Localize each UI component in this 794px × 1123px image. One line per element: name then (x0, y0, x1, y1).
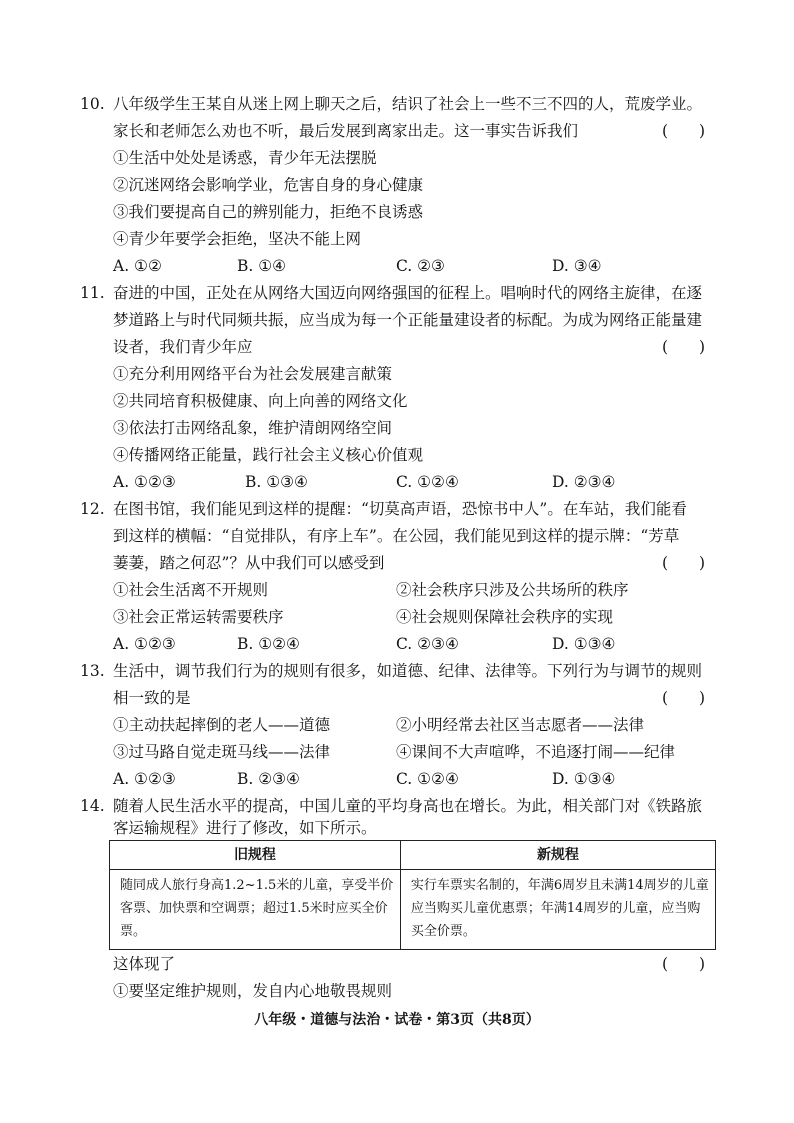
answer-blank: ( ) (662, 689, 706, 707)
answer-blank: ( ) (662, 122, 706, 140)
option-d: D. ①③④ (552, 635, 616, 653)
option-c: C. ①②④ (396, 473, 459, 491)
question-stem-line: 八年级学生王某自从迷上网上聊天之后，结识了社会上一些不三不四的人，荒废学业。 (113, 95, 703, 113)
statement-item: ④课间不大声喧哗，不追逐打闹——纪律 (396, 743, 676, 761)
question-stem-line: 梦道路上与时代同频共振，应当成为每一个正能量建设者的标配。为成为网络正能量建 (113, 311, 703, 329)
question-stem-line: 在图书馆，我们能见到这样的提醒：“切莫高声语，恐惊书中人”。在车站，我们能看 (113, 500, 687, 518)
table-header-new-rules: 新规程 (400, 841, 715, 870)
option-a: A. ①②③ (113, 770, 176, 788)
question-stem-line: 设者，我们青少年应 (113, 338, 253, 356)
statement-item: ④青少年要学会拒绝，坚决不能上网 (113, 230, 362, 248)
question-number: 10. (80, 95, 105, 113)
statement-item: ②小明经常去社区当志愿者——法律 (396, 716, 645, 734)
question-stem-line: 随着人民生活水平的提高，中国儿童的平均身高也在增长。为此，相关部门对《铁路旅 (113, 797, 703, 815)
question-number: 11. (80, 284, 105, 302)
question-stem-line: 到这样的横幅：“自觉排队，有序上车”。在公园，我们能见到这样的提示牌：“芳草 (113, 527, 680, 545)
table-cell-new-rules: 实行车票实名制的，年满6周岁且未满14周岁的儿童应当购买儿童优惠票；年满14周岁的儿童，应当购买全价票。 (400, 870, 715, 950)
question-number: 12. (80, 500, 105, 518)
option-d: D. ③④ (552, 257, 602, 275)
statement-item: ②沉迷网络会影响学业，危害自身的身心健康 (113, 176, 424, 194)
option-a: A. ①②③ (113, 473, 176, 491)
statement-item: ①要坚定维护规则，发自内心地敬畏规则 (113, 982, 393, 1000)
option-d: D. ②③④ (552, 473, 616, 491)
table-header-old-rules: 旧规程 (110, 841, 401, 870)
statement-item: ③社会正常运转需要秩序 (113, 608, 284, 626)
option-a: A. ①②③ (113, 635, 176, 653)
statement-item: ①主动扶起摔倒的老人——道德 (113, 716, 331, 734)
statement-item: ③我们要提高自己的辨别能力，拒绝不良诱惑 (113, 203, 424, 221)
statement-item: ③过马路自觉走斑马线——法律 (113, 743, 331, 761)
option-c: C. ②③④ (396, 635, 459, 653)
question-number: 14. (80, 797, 105, 815)
table-cell-old-rules: 随同成人旅行身高1.2~1.5米的儿童，享受半价客票、加快票和空调票；超过1.5米时应买全价票。 (110, 870, 401, 950)
question-number: 13. (80, 662, 105, 680)
statement-item: ②共同培育积极健康、向上向善的网络文化 (113, 392, 408, 410)
option-b: B. ①③④ (245, 473, 308, 491)
statement-item: ④社会规则保障社会秩序的实现 (396, 608, 614, 626)
answer-blank: ( ) (662, 955, 706, 973)
question-stem-line: 这体现了 (113, 955, 176, 973)
option-b: B. ①②④ (237, 635, 300, 653)
statement-item: ④传播网络正能量，践行社会主义核心价值观 (113, 446, 424, 464)
statement-item: ①充分利用网络平台为社会发展建言献策 (113, 365, 393, 383)
option-c: C. ②③ (396, 257, 445, 275)
question-stem-line: 萋萋，踏之何忍”？从中我们可以感受到 (113, 554, 385, 572)
answer-blank: ( ) (662, 338, 706, 356)
question-stem-line: 家长和老师怎么劝也不听，最后发展到离家出走。这一事实告诉我们 (113, 122, 579, 140)
table-row (110, 870, 716, 950)
statement-item: ①社会生活离不开规则 (113, 581, 269, 599)
page-footer: 八年级・道德与法治・试卷・第3页（共8页） (254, 1012, 540, 1028)
statement-item: ②社会秩序只涉及公共场所的秩序 (396, 581, 629, 599)
question-stem-line: 奋进的中国，正处在从网络大国迈向网络强国的征程上。唱响时代的网络主旋律，在逐 (113, 284, 703, 302)
answer-blank: ( ) (662, 554, 706, 572)
option-b: B. ①④ (237, 257, 287, 275)
option-c: C. ①②④ (396, 770, 459, 788)
question-stem-line: 相一致的是 (113, 689, 191, 707)
option-d: D. ①③④ (552, 770, 616, 788)
option-b: B. ②③④ (237, 770, 300, 788)
option-a: A. ①② (113, 257, 162, 275)
statement-item: ③依法打击网络乱象，维护清朗网络空间 (113, 419, 393, 437)
question-stem-line: 生活中，调节我们行为的规则有很多，如道德、纪律、法律等。下列行为与调节的规则 (113, 662, 703, 680)
question-stem-line: 客运输规程》进行了修改，如下所示。 (113, 819, 377, 837)
rules-comparison-table (109, 840, 716, 950)
statement-item: ①生活中处处是诱惑，青少年无法摆脱 (113, 149, 377, 167)
table-header-row (110, 841, 716, 870)
